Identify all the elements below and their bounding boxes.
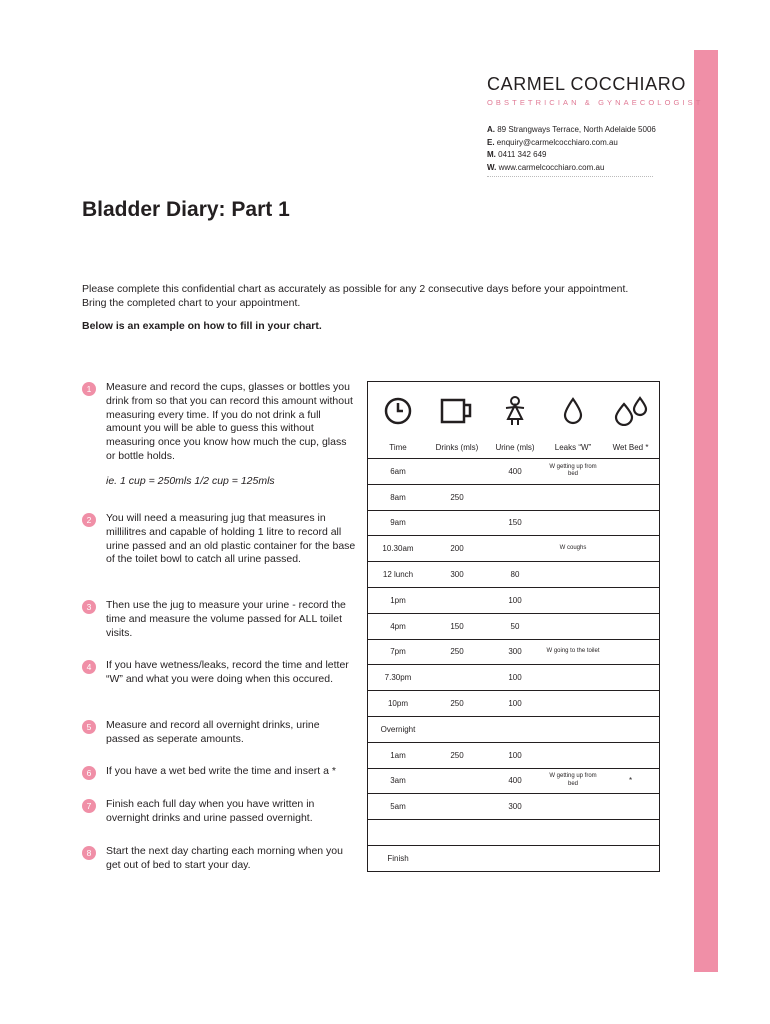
cell-drinks (428, 820, 486, 845)
cell-drinks: 200 (450, 544, 464, 554)
cell-urine (486, 846, 544, 871)
cell-urine (486, 717, 544, 742)
cell-urine: 300 (508, 647, 522, 657)
table-row (368, 742, 659, 768)
table-row (368, 484, 659, 510)
cell-urine (486, 820, 544, 845)
cell-leaks: W getting up from bed (549, 773, 597, 787)
cell-leaks (544, 485, 602, 510)
header-leaks: Leaks “W” (554, 443, 592, 452)
cell-leaks (544, 846, 602, 871)
intro-text: Please complete this confidential chart as accurately as possible for any 2 consecutive days before your appointment. Bring the completed chart to your appointment. (82, 283, 629, 309)
contact-email: E. enquiry@carmelcocchiaro.com.au (487, 137, 618, 147)
header-drinks: Drinks (mls) (435, 443, 479, 452)
cell-urine: 100 (508, 699, 522, 709)
cell-leaks: W going to the toilet (546, 648, 600, 655)
cell-time: Overnight (380, 724, 416, 734)
page-title: Bladder Diary: Part 1 (82, 198, 290, 221)
cell-time: 7.30pm (384, 673, 412, 683)
table-row (368, 639, 659, 665)
cell-leaks (544, 588, 602, 613)
cell-leaks: W getting up from bed (549, 463, 597, 478)
table-row (368, 716, 659, 742)
cell-urine: 50 (510, 621, 520, 631)
table-row (368, 535, 659, 561)
cell-urine: 400 (508, 466, 522, 476)
table-row (368, 561, 659, 587)
divider (487, 176, 653, 177)
cell-time: Finish (387, 853, 409, 863)
cell-time: 4pm (390, 621, 406, 631)
example-note: ie. 1 cup = 250mls 1/2 cup = 125mls (106, 475, 275, 487)
table-row (368, 793, 659, 819)
cell-wet-bed (602, 511, 659, 536)
table-row (368, 587, 659, 613)
cell-drinks (428, 511, 486, 536)
cell-leaks (544, 717, 602, 742)
cell-wet-bed (602, 459, 659, 484)
cell-wet-bed (602, 562, 659, 587)
cell-wet-bed (602, 846, 659, 871)
chart-header-row (368, 440, 659, 458)
brand-name: CARMEL COCCHIARO (487, 74, 686, 94)
header-wet-bed: Wet Bed * (612, 443, 649, 452)
cell-drinks: 250 (450, 647, 464, 657)
cell-leaks (544, 562, 602, 587)
drops-icon (602, 382, 659, 440)
cell-drinks (428, 459, 486, 484)
cell-time: 9am (390, 518, 406, 528)
cell-urine: 100 (508, 595, 522, 605)
cell-leaks (544, 511, 602, 536)
cell-leaks: W coughs (559, 545, 587, 552)
cell-drinks: 300 (450, 570, 464, 580)
table-row (368, 819, 659, 845)
cell-wet-bed (602, 588, 659, 613)
cell-time: 3am (390, 776, 406, 786)
cell-wet-bed (602, 743, 659, 768)
cell-drinks: 150 (450, 621, 464, 631)
cell-time: 1pm (390, 595, 406, 605)
cell-urine: 80 (510, 570, 520, 580)
chart-icon-row (368, 382, 659, 440)
cell-time: 12 lunch (382, 570, 414, 580)
cell-time: 6am (390, 466, 406, 476)
cell-drinks (428, 794, 486, 819)
cell-wet-bed (602, 614, 659, 639)
cell-drinks (428, 665, 486, 690)
cell-drinks (428, 769, 486, 794)
cell-time (368, 820, 428, 845)
cell-drinks (428, 846, 486, 871)
brand-subtitle: OBSTETRICIAN & GYNAECOLOGIST (487, 98, 704, 107)
cell-wet-bed (602, 665, 659, 690)
cell-wet-bed (602, 485, 659, 510)
cell-urine: 300 (508, 802, 522, 812)
cell-wet-bed (602, 794, 659, 819)
cup-icon (428, 382, 486, 440)
cell-drinks (428, 588, 486, 613)
cell-time: 1am (390, 750, 406, 760)
cell-drinks: 250 (450, 699, 464, 709)
header-time: Time (389, 443, 407, 452)
cell-wet-bed (602, 536, 659, 561)
cell-wet-bed (602, 691, 659, 716)
cell-urine: 100 (508, 750, 522, 760)
contact-mobile: M. 0411 342 649 (487, 150, 547, 160)
cell-urine: 150 (508, 518, 522, 528)
contact-web: W. www.carmelcocchiaro.com.au (487, 162, 605, 172)
contact-address: A. 89 Strangways Terrace, North Adelaide 5006 (487, 125, 656, 134)
cell-time: 8am (390, 492, 406, 502)
cell-wet-bed (602, 717, 659, 742)
cell-drinks: 250 (450, 492, 464, 502)
brand-block (487, 74, 703, 107)
cell-wet-bed (602, 640, 659, 665)
cell-time: 10.30am (382, 544, 414, 554)
cell-wet-bed: * (628, 776, 633, 786)
cell-leaks (544, 743, 602, 768)
bladder-diary-chart (367, 381, 660, 872)
cell-time: 5am (390, 802, 406, 812)
cell-urine: 100 (508, 673, 522, 683)
cell-urine (486, 485, 544, 510)
cell-urine (486, 536, 544, 561)
cell-time: 10pm (387, 699, 408, 709)
drop-icon (544, 382, 602, 440)
contact-block (487, 124, 656, 174)
table-row (368, 613, 659, 639)
cell-leaks (544, 691, 602, 716)
clock-icon (368, 382, 428, 440)
table-row (368, 690, 659, 716)
cell-leaks (544, 820, 602, 845)
table-row (368, 768, 659, 794)
cell-leaks (544, 665, 602, 690)
cell-drinks (428, 717, 486, 742)
cell-wet-bed (602, 820, 659, 845)
table-row (368, 664, 659, 690)
cell-leaks (544, 794, 602, 819)
table-row (368, 510, 659, 536)
cell-leaks (544, 614, 602, 639)
table-row (368, 845, 659, 871)
person-icon (486, 382, 544, 440)
cell-time: 7pm (390, 647, 406, 657)
example-heading: Below is an example on how to fill in your chart. (82, 320, 322, 332)
chart-body (368, 458, 659, 871)
cell-urine: 400 (508, 776, 522, 786)
cell-drinks: 250 (450, 750, 464, 760)
table-row (368, 458, 659, 484)
pink-side-bar (694, 50, 718, 972)
header-urine: Urine (mls) (495, 443, 535, 452)
